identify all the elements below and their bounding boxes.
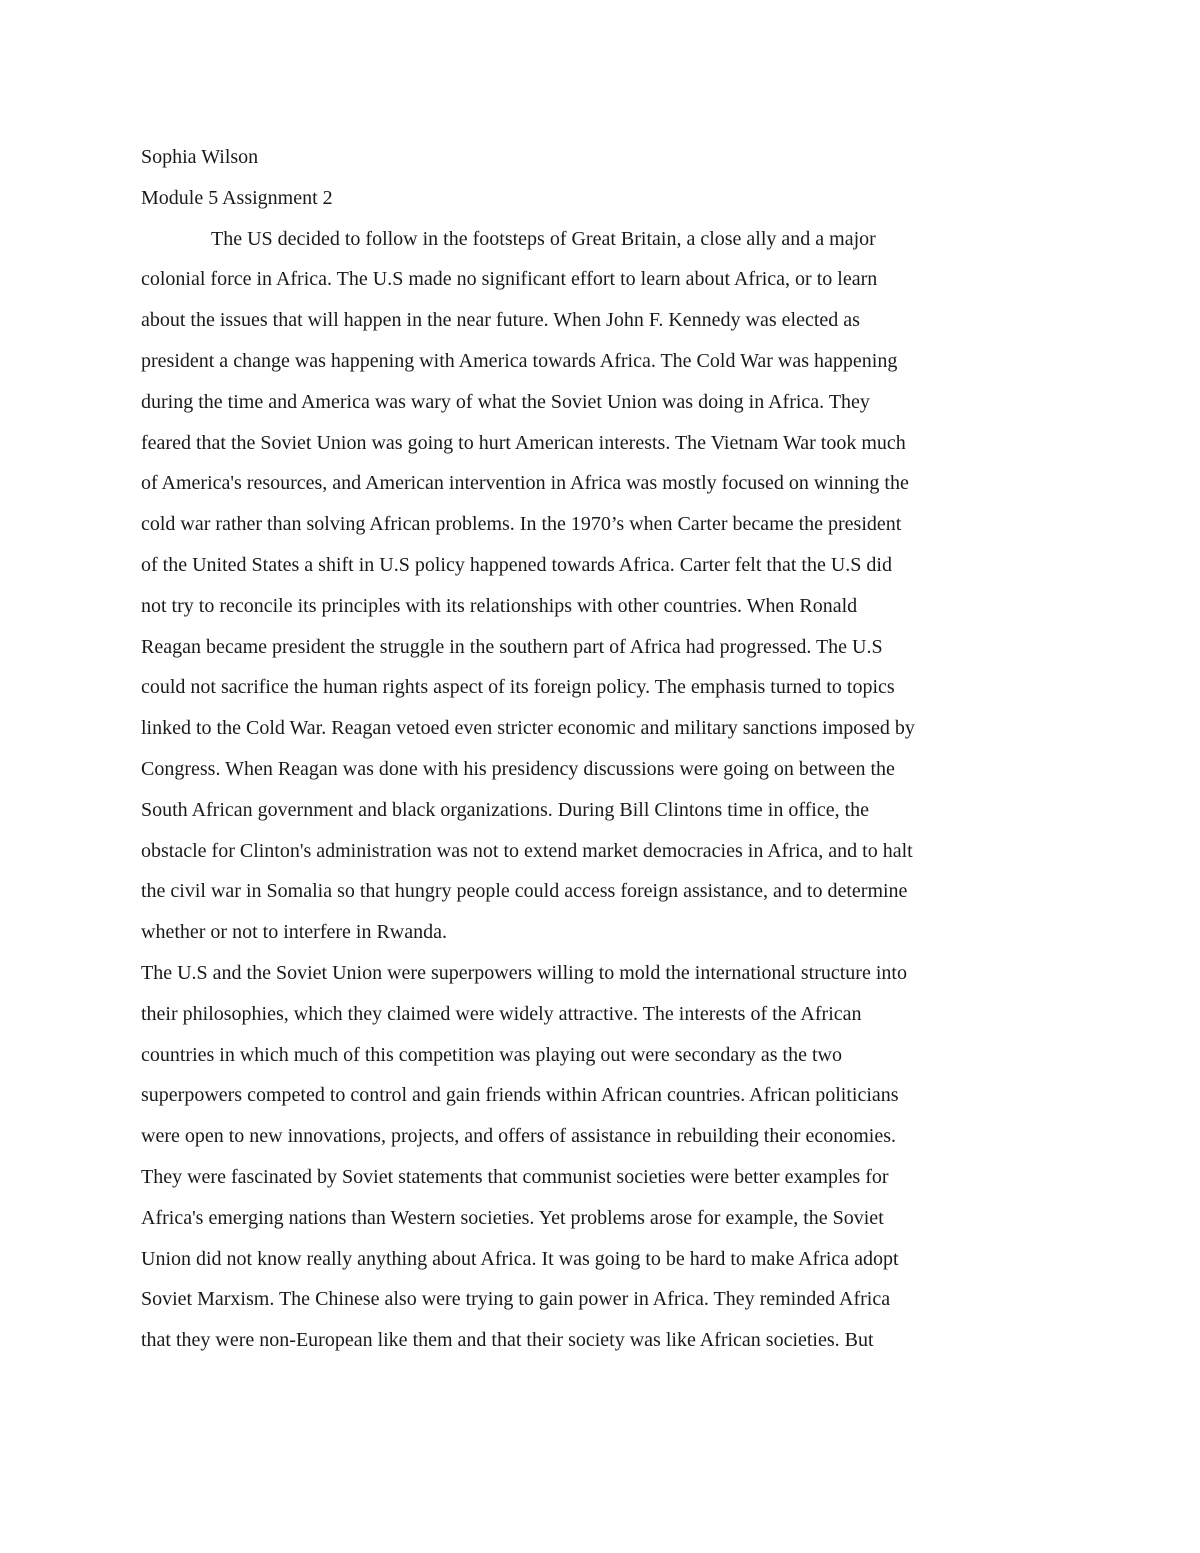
paragraph-line: their philosophies, which they claimed were widely attractive. The interests of the African	[141, 1002, 862, 1025]
paragraph-line: The U.S and the Soviet Union were superpowers willing to mold the international structure into	[141, 961, 907, 984]
paragraph-line: Congress. When Reagan was done with his presidency discussions were going on between the	[141, 757, 895, 780]
paragraph-line: The US decided to follow in the footsteps of Great Britain, a close ally and a major	[211, 227, 876, 250]
assignment-title: Module 5 Assignment 2	[141, 186, 333, 209]
paragraph-line: of America's resources, and American intervention in Africa was mostly focused on winning the	[141, 472, 909, 495]
paragraph-line: Reagan became president the struggle in the southern part of Africa had progressed. The U.S	[141, 635, 883, 658]
paragraph-line: South African government and black organizations. During Bill Clintons time in office, the	[141, 798, 870, 821]
paragraph-line: superpowers competed to control and gain friends within African countries. African politicians	[141, 1084, 899, 1107]
paragraph-1	[141, 219, 1056, 953]
paragraph-line: countries in which much of this competition was playing out were secondary as the two	[141, 1043, 842, 1066]
paragraph-line: could not sacrifice the human rights aspect of its foreign policy. The emphasis turned to topics	[141, 676, 895, 699]
paragraph-line: cold war rather than solving African problems. In the 1970’s when Carter became the president	[141, 513, 902, 536]
paragraph-line: feared that the Soviet Union was going to hurt American interests. The Vietnam War took much	[141, 431, 906, 454]
paragraph-line: during the time and America was wary of what the Soviet Union was doing in Africa. They	[141, 390, 870, 413]
paragraph-line: colonial force in Africa. The U.S made no significant effort to learn about Africa, or to learn	[141, 268, 878, 291]
paragraph-line: Soviet Marxism. The Chinese also were trying to gain power in Africa. They reminded Africa	[141, 1288, 891, 1311]
paragraph-line: obstacle for Clinton's administration was not to extend market democracies in Africa, and to halt	[141, 839, 913, 862]
paragraph-line: Africa's emerging nations than Western societies. Yet problems arose for example, the Soviet	[141, 1206, 884, 1229]
paragraph-2	[141, 953, 1056, 1361]
paragraph-line: about the issues that will happen in the near future. When John F. Kennedy was elected as	[141, 309, 860, 332]
document-body	[141, 137, 1056, 1361]
paragraph-line: that they were non-European like them and that their society was like African societies. But	[141, 1329, 874, 1352]
paragraph-line: whether or not to interfere in Rwanda.	[141, 921, 448, 944]
paragraph-line: president a change was happening with America towards Africa. The Cold War was happening	[141, 349, 898, 372]
paragraph-line: not try to reconcile its principles with its relationships with other countries. When Ronald	[141, 594, 858, 617]
paragraph-line: Union did not know really anything about Africa. It was going to be hard to make Africa adopt	[141, 1247, 899, 1270]
paragraph-line: the civil war in Somalia so that hungry people could access foreign assistance, and to determine	[141, 880, 908, 903]
paragraph-line: were open to new innovations, projects, and offers of assistance in rebuilding their economies.	[141, 1125, 896, 1148]
paragraph-line: of the United States a shift in U.S policy happened towards Africa. Carter felt that the U.S did	[141, 553, 892, 576]
author-name: Sophia Wilson	[141, 146, 259, 168]
paragraph-line: linked to the Cold War. Reagan vetoed even stricter economic and military sanctions imposed by	[141, 717, 915, 740]
paragraph-line: They were fascinated by Soviet statements that communist societies were better examples for	[141, 1165, 889, 1188]
